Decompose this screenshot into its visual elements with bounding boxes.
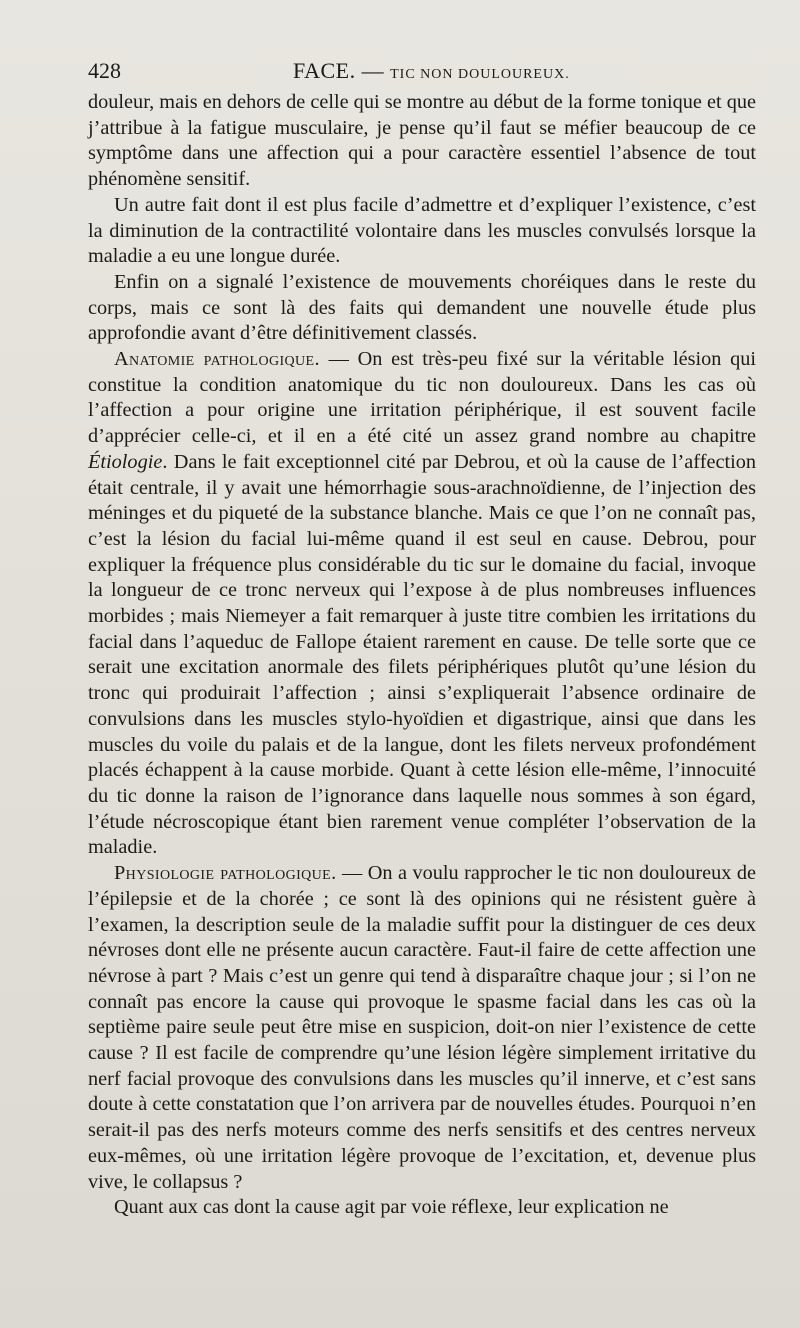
paragraph: Enfin on a signalé l’existence de mouvements choréiques dans le reste du corps, mais ce sont là des faits qui demandent une nouvelle étude plus approfondie avant d’être définitivement classés.: [88, 270, 756, 345]
paragraph: Un autre fait dont il est plus facile d’admettre et d’expliquer l’existence, c’est la diminution de la contractilité volontaire dans les muscles convulsés lorsque la maladie a eu une longue durée.: [88, 193, 756, 268]
paragraph-text: — On est très-peu fixé sur la véritable lésion qui constitue la condition anatomique du tic non douloureux. Dans les cas où l’affection a pour origine une irritation périphérique, il est souvent facile d’apprécier celle-ci, et il en a été cité un assez grand nombre au chapitre: [88, 348, 756, 448]
page-number: 428: [88, 58, 121, 83]
paragraph-text: — On a voulu rapprocher le tic non douloureux de l’épilepsie et de la chorée ; ce sont là des opinions qui ne résistent guère à l’examen, la description seule de la maladie suffit pour la distinguer de ces deux névroses dont elle ne présente aucun caractère. Faut-il faire de cette affection une névrose à part ? Mais c’est un genre qui tend à disparaître chaque jour ; si l’on ne connaît pas encore la cause qui provoque le spasme facial dans les cas où la septième paire seule peut être mise en suspicion, doit-on nier l’existence de cette cause ? Il est facile de comprendre qu’une lésion légère simplement irritative du nerf facial provoque des convulsions dans les muscles qu’il innerve, et c’est sans doute à cette constatation que l’on arrivera par de nouvelles études. Pourquoi n’en serait-il pas des nerfs moteurs comme des nerfs sensitifs et des centres nerveux eux-mêmes, où une irritation légère provoque de l’excitation, et, devenue plus vive, le collapsus ?: [88, 862, 756, 1193]
body-text: [88, 90, 756, 1221]
subtitle: TIC NON DOULOUREUX.: [390, 67, 570, 82]
italic-reference: Étiologie: [88, 450, 163, 473]
running-header: [88, 58, 758, 86]
paragraph-anatomie: [88, 347, 756, 861]
paragraph-physiologie: [88, 861, 756, 1195]
section-heading-anatomie: Anatomie pathologique.: [114, 348, 320, 371]
running-title: [293, 58, 570, 84]
paragraph-continued: douleur, mais en dehors de celle qui se montre au début de la forme tonique et que j’attribue à la fatigue musculaire, je pense qu’il faut se méfier beaucoup de ce symptôme dans une affection qui a pour caractère essentiel l’absence de tout phénomène sensitif.: [88, 91, 756, 191]
paragraph-text: . Dans le fait exceptionnel cité par Debrou, et où la cause de l’affection était centrale, il y avait une hémorrhagie sous-arachnoïdienne, de l’injection des méninges et du piqueté de la substance blanche. Mais ce que l’on ne connaît pas, c’est la lésion du facial lui-même quand il est seul en cause. Debrou, pour expliquer la fréquence plus considérable du tic sur le domaine du facial, invoque la longueur de ce tronc nerveux qui l’expose à de plus nombreuses influences morbides ; mais Niemeyer a fait remarquer à juste titre combien les irritations du facial dans l’aqueduc de Fallope étaient rarement en cause. De telle sorte que ce serait une excitation anormale des filets périphériques plutôt qu’une lésion du tronc qui produirait l’affection ; ainsi s’expliquerait l’absence ordinaire de convulsions dans les muscles stylo-hyoïdien et digastrique, ainsi que dans les muscles du voile du palais et de la langue, dont les filets nerveux profondément placés échappent à la cause morbide. Quant à cette lésion elle-même, l’innocuité du tic donne la raison de l’ignorance dans laquelle nous sommes à son égard, l’étude nécroscopique étant bien rarement venue compléter l’observation de la maladie.: [88, 450, 756, 859]
section-title: FACE.: [293, 58, 356, 83]
title-dash: —: [355, 58, 391, 83]
paragraph: Quant aux cas dont la cause agit par voie réflexe, leur explication ne: [114, 1196, 669, 1219]
section-heading-physiologie: Physiologie pathologique.: [114, 862, 337, 885]
